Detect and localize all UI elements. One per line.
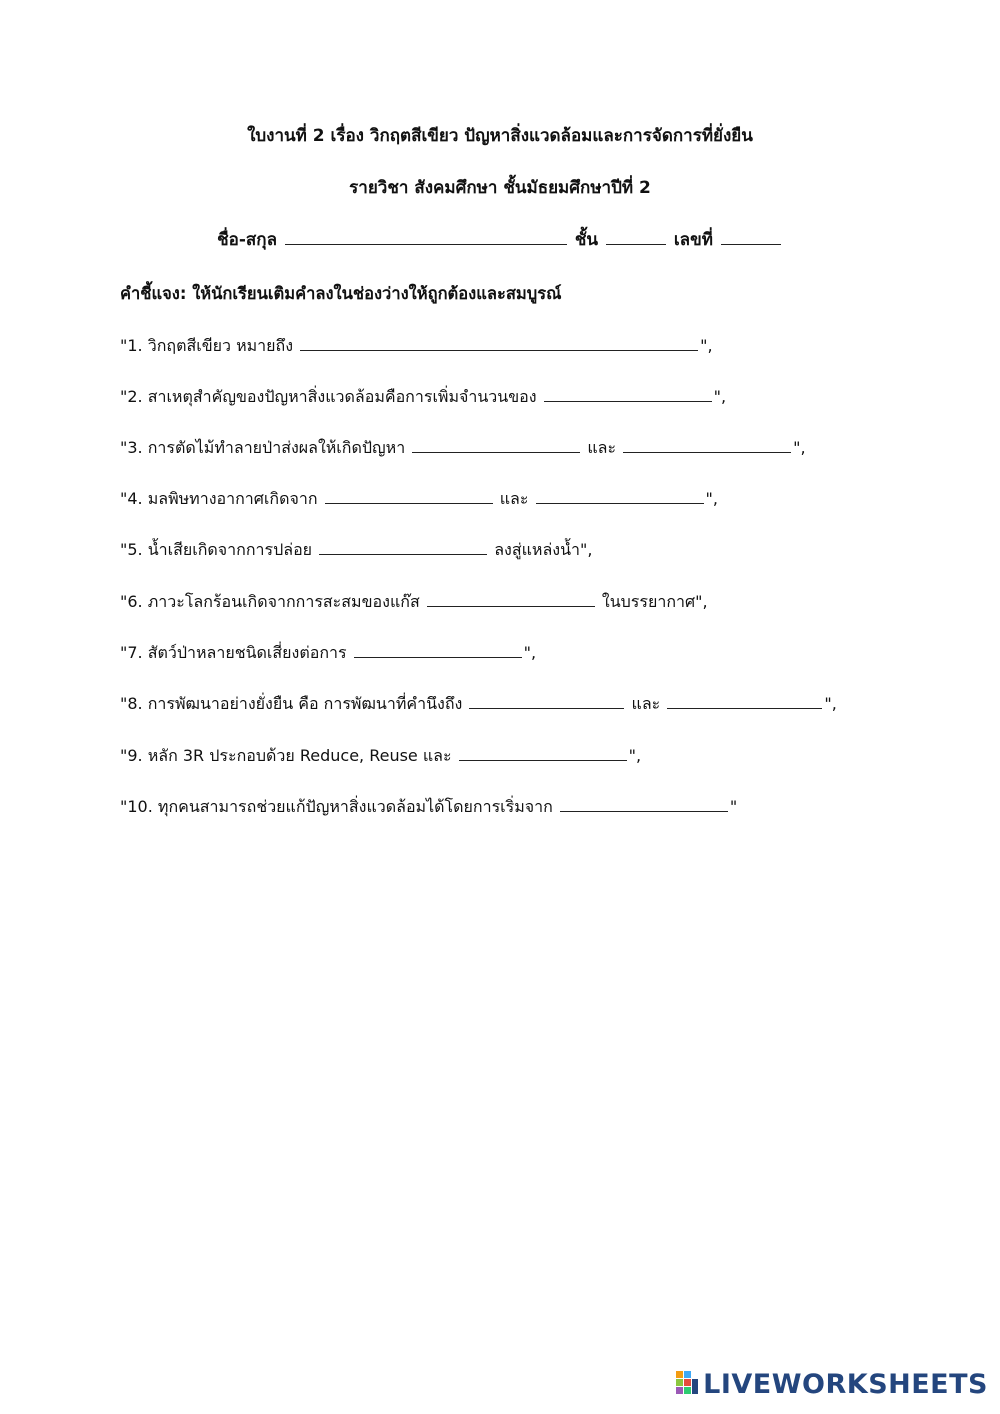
question-1-text: "1. วิกฤตสีเขียว หมายถึง	[120, 336, 294, 355]
question-3-end: ",	[793, 438, 806, 457]
answer-5-field[interactable]	[319, 539, 487, 555]
question-8-end: ",	[824, 694, 837, 713]
question-10-text: "10. ทุกคนสามารถช่วยแก้ปัญหาสิ่งแวดล้อมได้โดยการเริ่มจาก	[120, 797, 553, 816]
answer-6-field[interactable]	[427, 591, 595, 607]
question-7-text: "7. สัตว์ป่าหลายชนิดเสี่ยงต่อการ	[120, 643, 347, 662]
name-field[interactable]	[285, 229, 567, 245]
question-1-end: ",	[700, 336, 713, 355]
question-2	[120, 385, 726, 409]
question-3	[120, 436, 806, 460]
question-9-text: "9. หลัก 3R ประกอบด้วย Reduce, Reuse และ	[120, 746, 452, 765]
question-6-end: ในบรรยากาศ",	[601, 592, 708, 611]
answer-4b-field[interactable]	[536, 488, 704, 504]
answer-4a-field[interactable]	[325, 488, 493, 504]
question-1	[120, 334, 713, 358]
question-10-end: "	[729, 797, 738, 816]
question-9-end: ",	[628, 746, 642, 765]
question-6-text: "6. ภาวะโลกร้อนเกิดจากการสะสมของแก๊ส	[120, 592, 420, 611]
answer-3a-field[interactable]	[412, 437, 580, 453]
liveworksheets-logo	[676, 1364, 988, 1404]
subject-line: รายวิชา สังคมศึกษา ชั้นมัธยมศึกษาปีที่ 2	[349, 178, 651, 198]
question-2-text: "2. สาเหตุสำคัญของปัญหาสิ่งแวดล้อมคือการเพิ่มจำนวนของ	[120, 387, 537, 406]
question-6	[120, 590, 708, 614]
answer-8b-field[interactable]	[667, 693, 822, 709]
question-3-text: "3. การตัดไม้ทำลายป่าส่งผลให้เกิดปัญหา	[120, 438, 406, 457]
liveworksheets-logo-icon	[676, 1371, 700, 1397]
answer-1-field[interactable]	[300, 335, 698, 351]
answer-3b-field[interactable]	[623, 437, 791, 453]
question-3-and: และ	[587, 438, 617, 457]
question-4-end: ",	[705, 489, 718, 508]
answer-2-field[interactable]	[544, 386, 712, 402]
class-label: ชั้น	[574, 230, 599, 250]
instruction-text: คำชี้แจง: ให้นักเรียนเติมคำลงในช่องว่างให้ถูกต้องและสมบูรณ์	[120, 284, 562, 303]
question-2-end: ",	[713, 387, 727, 406]
number-field[interactable]	[721, 229, 781, 245]
answer-7-field[interactable]	[354, 642, 522, 658]
question-9	[120, 744, 641, 768]
question-8-and: และ	[631, 694, 661, 713]
worksheet-title: ใบงานที่ 2 เรื่อง วิกฤตสีเขียว ปัญหาสิ่งแวดล้อมและการจัดการที่ยั่งยืน	[247, 126, 753, 146]
question-7	[120, 641, 536, 665]
liveworksheets-logo-text: LIVEWORKSHEETS	[703, 1368, 988, 1400]
student-info-line	[0, 228, 1000, 252]
number-label: เลขที่	[673, 230, 713, 250]
question-5	[120, 538, 592, 562]
question-5-text: "5. น้ำเสียเกิดจากการปล่อย	[120, 540, 313, 559]
name-label: ชื่อ-สกุล	[217, 230, 278, 250]
class-field[interactable]	[606, 229, 666, 245]
question-8	[120, 692, 837, 716]
question-4-text: "4. มลพิษทางอากาศเกิดจาก	[120, 489, 318, 508]
question-4-and: และ	[499, 489, 529, 508]
question-8-text: "8. การพัฒนาอย่างยั่งยืน คือ การพัฒนาที่คำนึงถึง	[120, 694, 463, 713]
question-10	[120, 795, 737, 819]
question-5-end: ลงสู่แหล่งน้ำ",	[494, 540, 593, 559]
answer-9-field[interactable]	[459, 745, 627, 761]
question-7-end: ",	[523, 643, 537, 662]
answer-8a-field[interactable]	[469, 693, 624, 709]
answer-10-field[interactable]	[560, 796, 728, 812]
question-4	[120, 487, 718, 511]
